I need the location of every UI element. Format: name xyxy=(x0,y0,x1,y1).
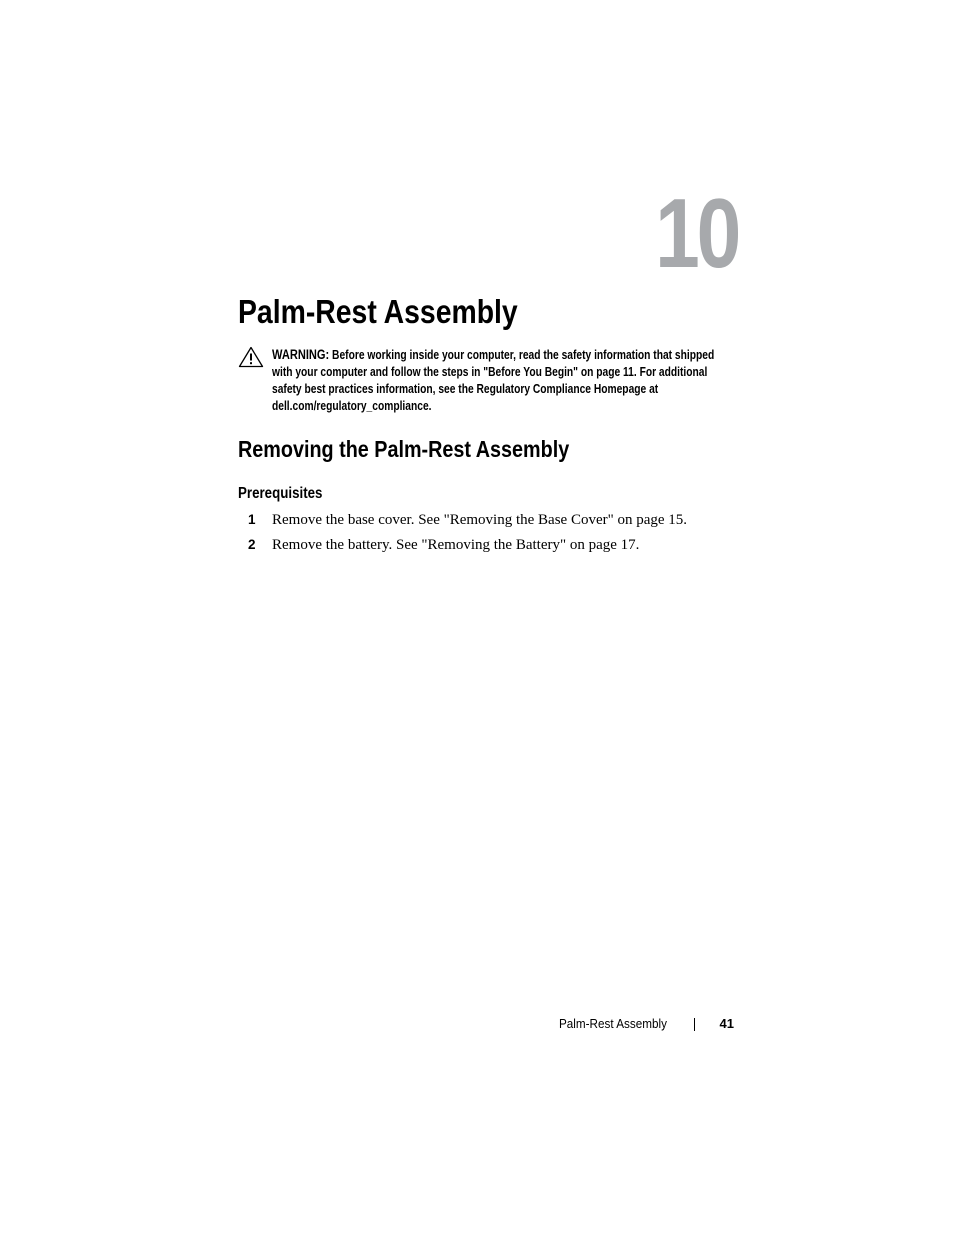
footer-divider xyxy=(694,1018,695,1031)
warning-body: Before working inside your computer, read the safety information that shipped with your computer and follow the steps in "Before You Begin" on page 11. For additional safety best practices information, see the Regulatory Compliance Homepage at dell.com/regulatory_compliance. xyxy=(272,348,715,413)
step-number: 1 xyxy=(248,512,256,527)
page-number: 41 xyxy=(719,1016,734,1031)
section-title: Removing the Palm-Rest Assembly xyxy=(238,436,570,462)
page-footer xyxy=(520,1014,734,1034)
chapter-title: Palm-Rest Assembly xyxy=(238,293,518,330)
step-item xyxy=(238,534,758,559)
chapter-number: 10 xyxy=(655,178,738,288)
step-text: Remove the battery. See "Removing the Battery" on page 17. xyxy=(272,537,640,553)
warning-triangle-icon xyxy=(238,346,264,368)
step-text: Remove the base cover. See "Removing the Base Cover" on page 15. xyxy=(272,512,688,528)
subsection-title: Prerequisites xyxy=(238,485,323,502)
prerequisite-steps xyxy=(238,509,758,559)
warning-label: WARNING: xyxy=(272,347,330,362)
step-item xyxy=(238,509,758,534)
warning-text xyxy=(272,346,731,415)
footer-title: Palm-Rest Assembly xyxy=(559,1016,667,1031)
step-number: 2 xyxy=(248,537,256,552)
